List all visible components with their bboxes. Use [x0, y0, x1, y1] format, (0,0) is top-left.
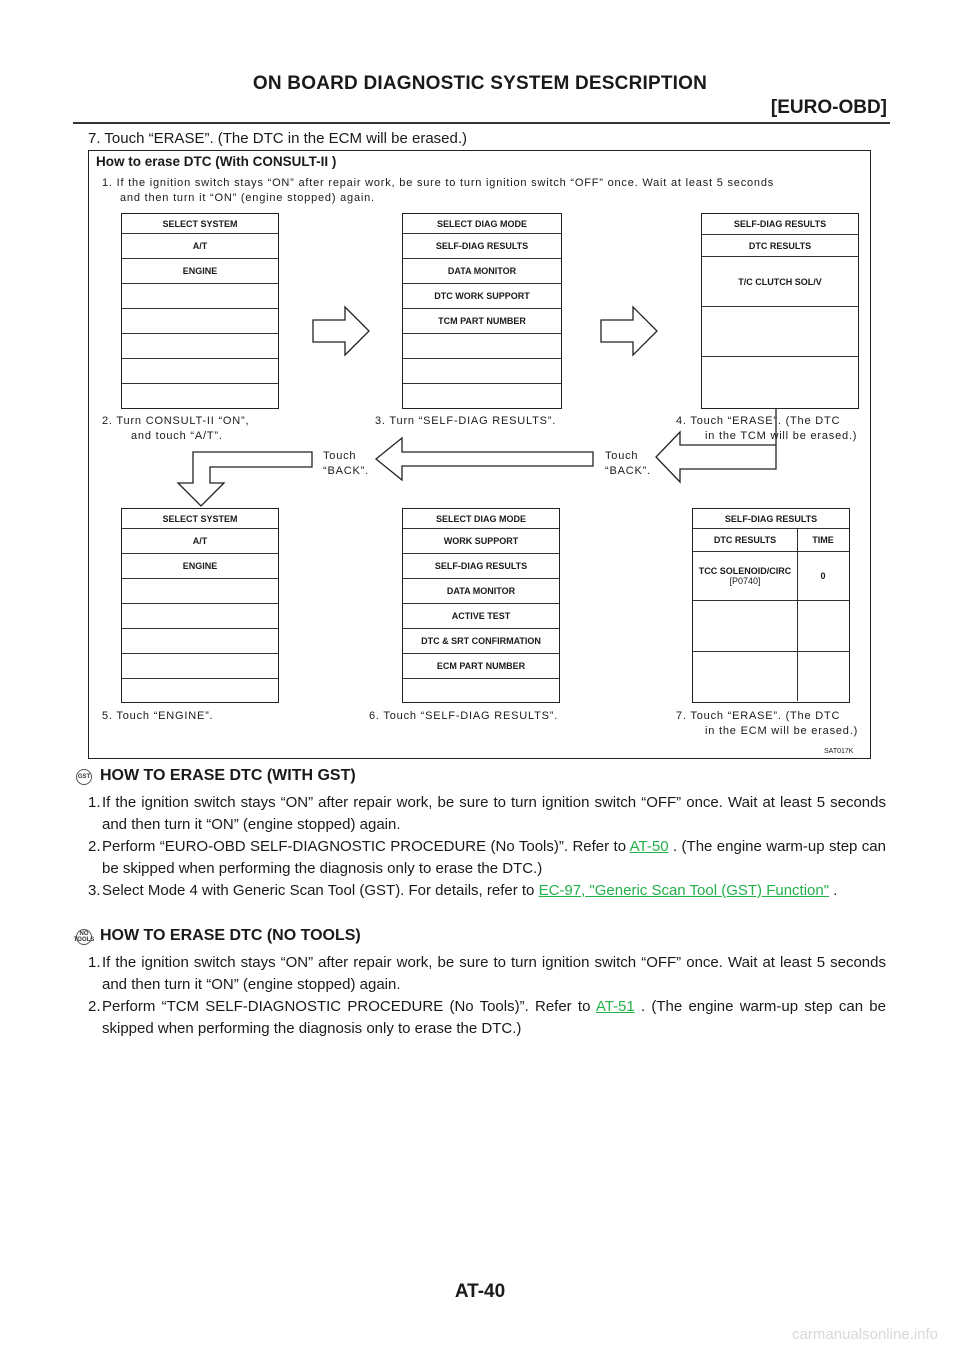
link-at-50[interactable]: AT-50: [629, 838, 669, 855]
right-arrow-icon: [313, 307, 369, 355]
screen-row: SELF-DIAG RESULTS: [403, 554, 559, 579]
screen-row: ACTIVE TEST: [403, 604, 559, 629]
screen-self-diag-results-ecm: [692, 508, 850, 703]
screen-row: ECM PART NUMBER: [403, 654, 559, 679]
screen-row: SELF-DIAG RESULTS: [702, 214, 858, 235]
screen-row: T/C CLUTCH SOL/V: [702, 257, 858, 307]
screen-row: SELECT DIAG MODE: [403, 509, 559, 529]
col-time: TIME: [812, 535, 834, 545]
gst-icon: GST: [76, 769, 92, 785]
figure-title: How to erase DTC (With CONSULT-II ): [96, 154, 337, 169]
caption-step-6: 6. Touch “SELF-DIAG RESULTS”.: [369, 710, 559, 722]
screen-row: DATA MONITOR: [403, 579, 559, 604]
screen-row: SELF-DIAG RESULTS: [693, 509, 849, 529]
link-ec-97[interactable]: EC-97, "Generic Scan Tool (GST) Function": [538, 882, 830, 899]
page-number: AT-40: [454, 1281, 506, 1302]
caption-step-4: 4. Touch “ERASE”. (The DTC in the TCM will be erased.): [676, 415, 858, 442]
screen-row: [403, 679, 559, 701]
caption-back-2: Touch “BACK”.: [605, 450, 651, 477]
figure-note: 1. If the ignition switch stays “ON” after repair work, be sure to turn ignition switch “OFF” once. Wait at least 5 seconds and then turn it “ON” (engine stopped) again.: [102, 177, 775, 204]
screen-row: [122, 604, 278, 629]
caption-back-1: Touch “BACK”.: [323, 450, 369, 477]
screen-row: DTC WORK SUPPORT: [403, 284, 561, 309]
caption-step-2: 2. Turn CONSULT-II “ON”, and touch “A/T”.: [102, 415, 250, 442]
step-7-text: 7. Touch “ERASE”. (The DTC in the ECM will be erased.): [88, 130, 468, 147]
screen-row: SELECT SYSTEM: [122, 509, 278, 529]
section-tag: [EURO-OBD]: [770, 97, 887, 118]
screen-row: A/T: [122, 529, 278, 554]
list-item: 2. Perform “EURO-OBD SELF-DIAGNOSTIC PROCEDURE (No Tools)”. Refer to AT-50 . (The engine warm-up step can be skipped when performing the diagnosis only to erase the DTC.): [88, 838, 886, 877]
caption-step-3: 3. Turn “SELF-DIAG RESULTS”.: [375, 415, 557, 427]
screen-row: ENGINE: [122, 259, 278, 284]
caption-step-5: 5. Touch “ENGINE”.: [102, 710, 214, 722]
list-item: 2. Perform “TCM SELF-DIAGNOSTIC PROCEDURE (No Tools)”. Refer to AT-51 . (The engine warm-up step can be skipped when performing the diagnosis only to erase the DTC.): [88, 998, 886, 1037]
screen-row: SELECT DIAG MODE: [403, 214, 561, 234]
screen-row: [122, 629, 278, 654]
list-item: 1. If the ignition switch stays “ON” after repair work, be sure to turn ignition switch “OFF” once. Wait at least 5 seconds and then turn it “ON” (engine stopped) again.: [88, 954, 886, 993]
screen-row: [122, 679, 278, 701]
left-arrow-icon: [656, 432, 776, 482]
time-value: 0: [820, 570, 826, 581]
screen-row: DTC & SRT CONFIRMATION: [403, 629, 559, 654]
dtc-value: TCC SOLENOID/CIRC [P0740]: [693, 551, 798, 600]
caption-step-7: 7. Touch “ERASE”. (The DTC in the ECM will be erased.): [676, 710, 859, 737]
screen-header-row: [693, 529, 849, 552]
screen-row: ENGINE: [122, 554, 278, 579]
screen-row: SELF-DIAG RESULTS: [403, 234, 561, 259]
screen-row: [122, 654, 278, 679]
screen-select-diag-mode-2: [402, 508, 560, 703]
screen-row: [122, 579, 278, 604]
screen-row: SELECT SYSTEM: [122, 214, 278, 234]
screen-row: DATA MONITOR: [403, 259, 561, 284]
watermark: carmanualsonline.info: [792, 1326, 938, 1343]
empty-row: [693, 600, 849, 652]
gst-heading: HOW TO ERASE DTC (WITH GST): [100, 767, 356, 784]
screen-select-system-2: [121, 508, 279, 703]
col-dtc-results: DTC RESULTS: [693, 529, 798, 551]
no-tools-icon: NO TOOLS: [73, 931, 95, 943]
screen-row: TCM PART NUMBER: [403, 309, 561, 334]
dtc-row: [693, 551, 849, 601]
right-arrow-icon: [601, 307, 657, 355]
left-arrow-icon: [376, 438, 593, 480]
no-tools-heading: HOW TO ERASE DTC (NO TOOLS): [100, 927, 361, 944]
list-item: 1. If the ignition switch stays “ON” after repair work, be sure to turn ignition switch “OFF” once. Wait at least 5 seconds and then turn it “ON” (engine stopped) again.: [88, 794, 886, 833]
down-arrow-icon: [178, 452, 312, 506]
empty-row: [693, 651, 849, 701]
figure-id: SAT017K: [824, 748, 854, 755]
screen-row: DTC RESULTS: [702, 235, 858, 257]
page-title: ON BOARD DIAGNOSTIC SYSTEM DESCRIPTION: [252, 73, 708, 94]
screen-row: WORK SUPPORT: [403, 529, 559, 554]
list-item: 3. Select Mode 4 with Generic Scan Tool (GST). For details, refer to EC-97, "Generic Scan Tool (GST) Function" .: [88, 882, 838, 899]
screen-row: A/T: [122, 234, 278, 259]
link-at-51[interactable]: AT-51: [595, 998, 635, 1015]
